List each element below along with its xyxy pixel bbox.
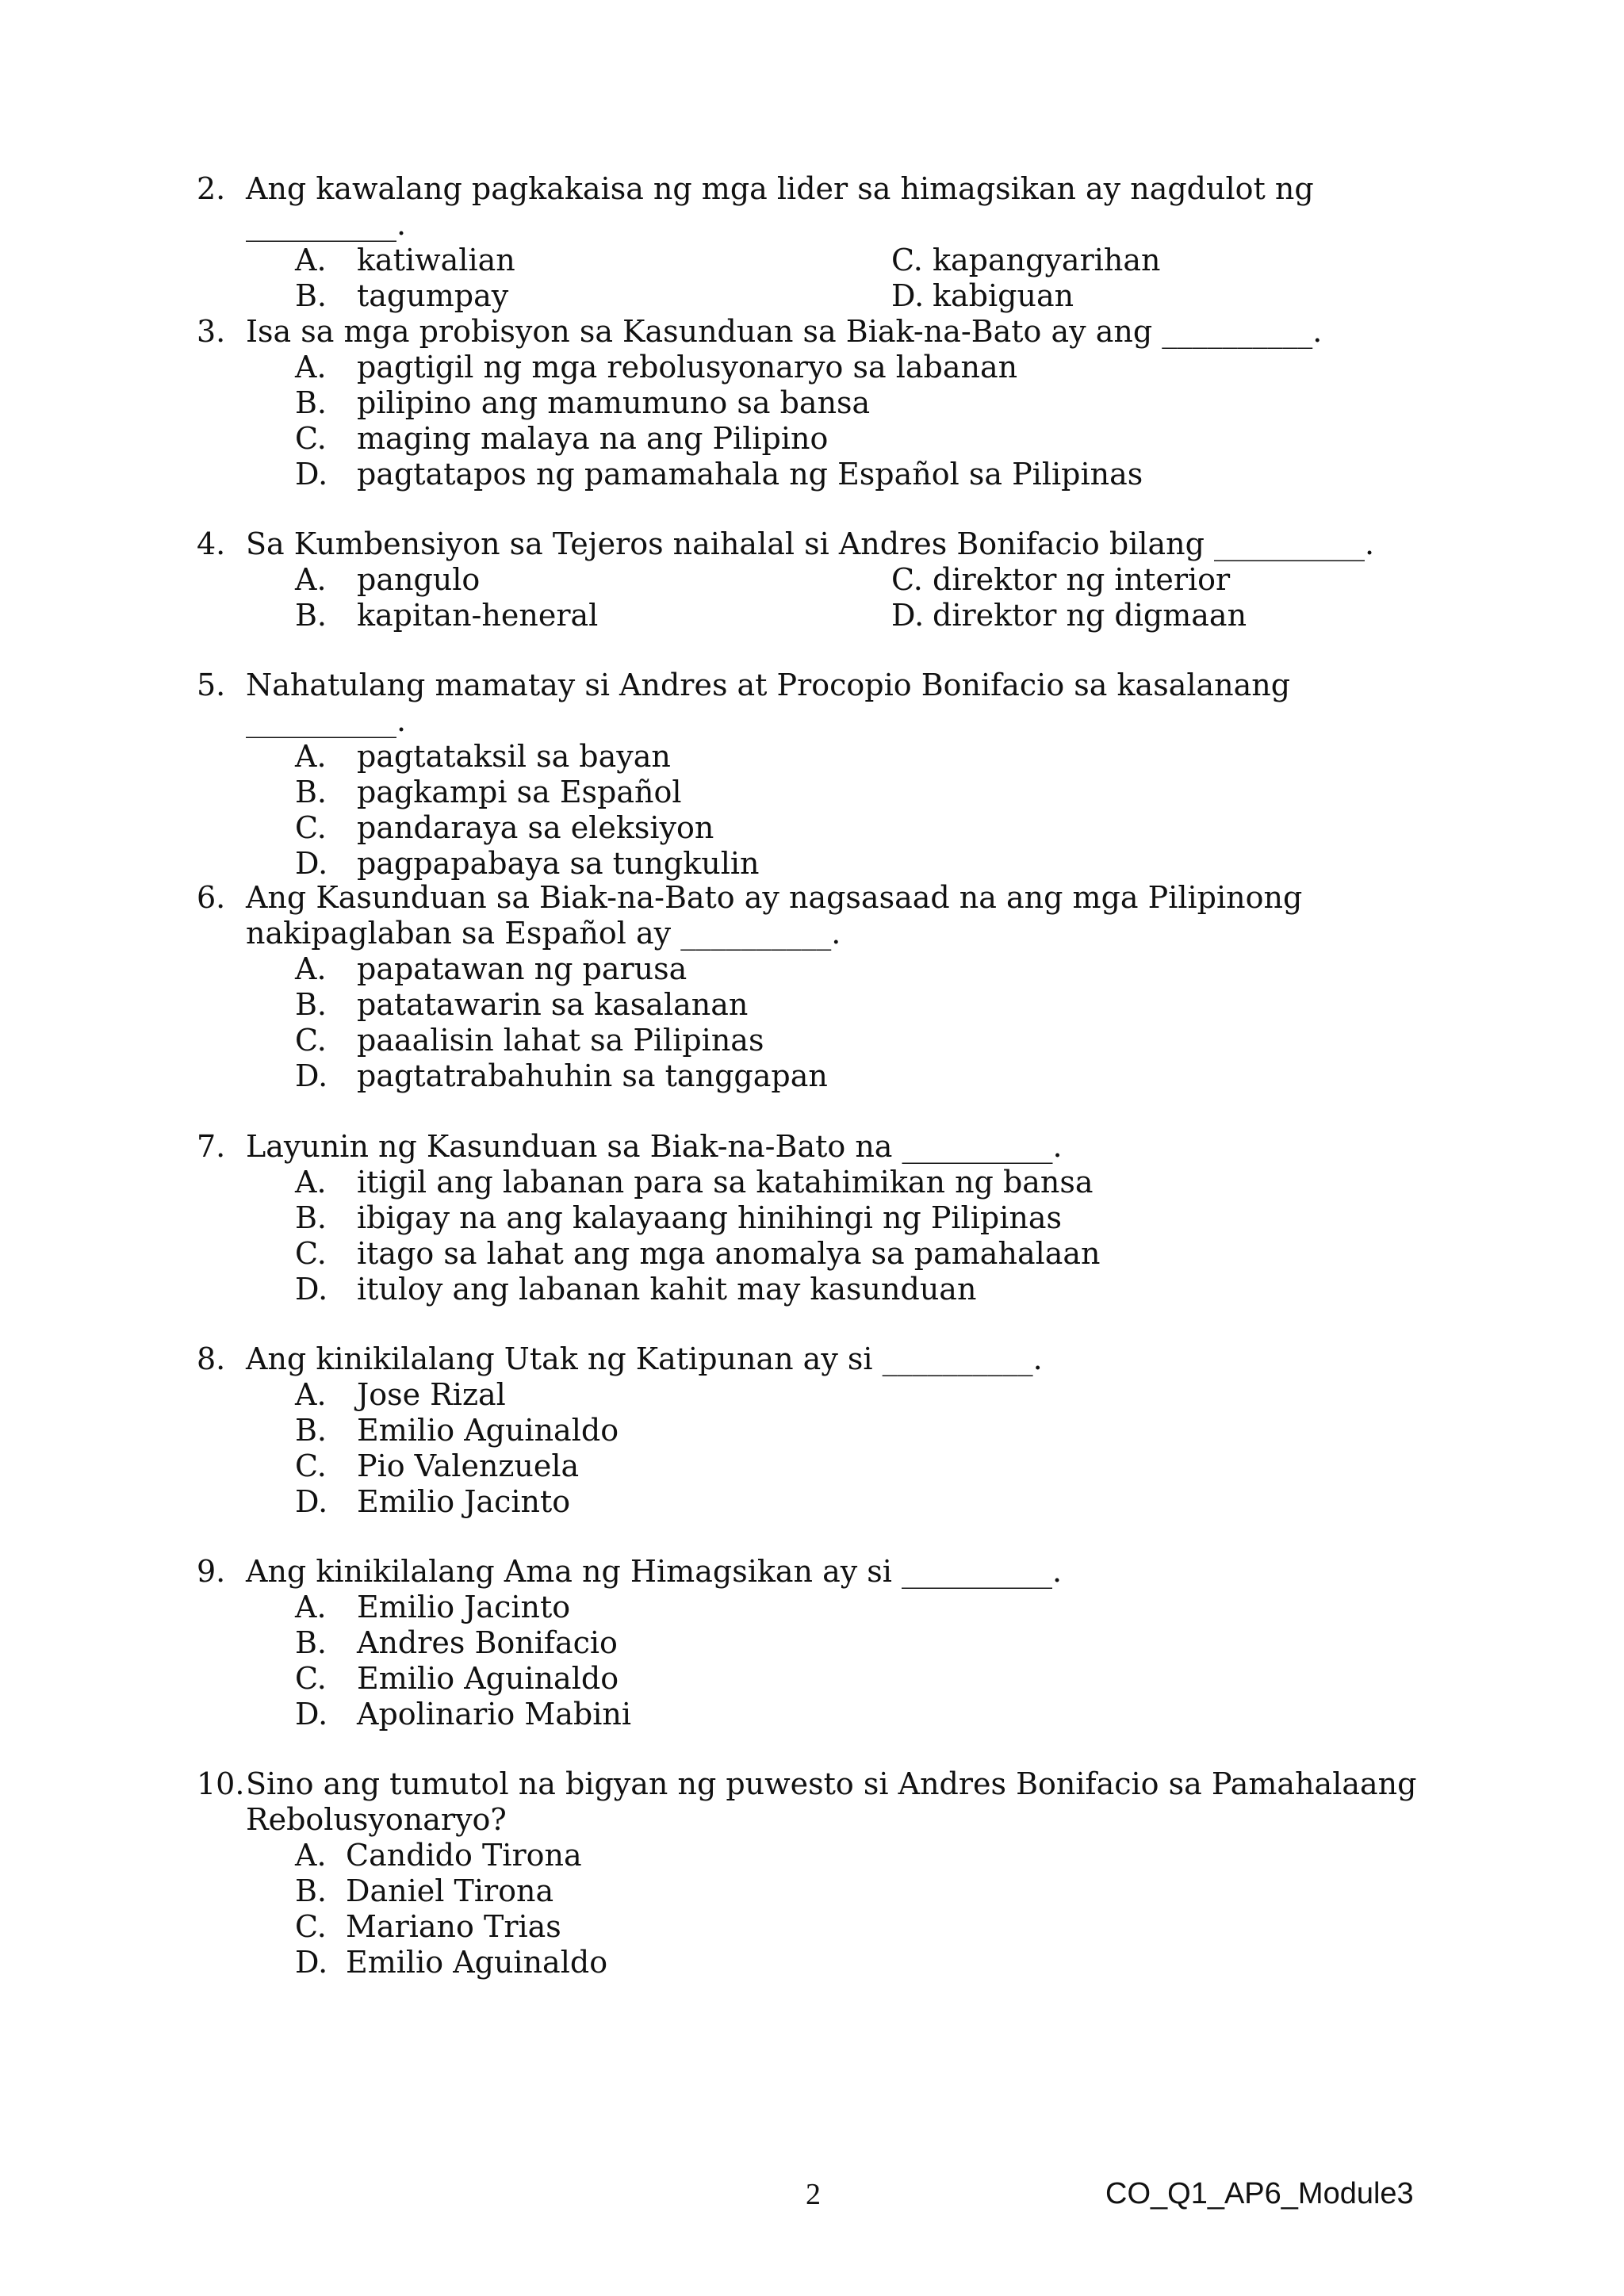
options-list <box>295 951 1445 1094</box>
question-number: 6. <box>197 880 226 915</box>
option-c <box>295 1023 1445 1058</box>
option-letter: B. <box>295 1873 327 1908</box>
option-text: pangulo <box>357 562 481 597</box>
option-letter: D. <box>295 846 328 881</box>
option-letter: B. <box>295 1413 327 1448</box>
option-text: Emilio Aguinaldo <box>357 1661 619 1696</box>
option-text: maging malaya na ang Pilipino <box>357 421 829 456</box>
option-letter: C. <box>295 421 327 456</box>
option-text: patatawarin sa kasalanan <box>357 987 749 1022</box>
question-number: 5. <box>197 668 226 702</box>
module-code: CO_Q1_AP6_Module3 <box>1105 2177 1414 2210</box>
option-d <box>891 278 1445 314</box>
option-text: Candido Tirona <box>346 1838 582 1873</box>
question-text-line-2: Rebolusyonaryo? <box>246 1802 507 1837</box>
option-b <box>295 1413 1445 1448</box>
option-letter: C. <box>295 810 327 845</box>
option-a <box>295 350 1445 385</box>
option-text: pagtigil ng mga rebolusyonaryo sa labanan <box>357 350 1018 385</box>
option-letter: C. <box>295 1448 327 1483</box>
option-text: itigil ang labanan para sa katahimikan ng bansa <box>357 1165 1094 1200</box>
option-a <box>295 1377 1445 1413</box>
option-text: direktor ng digmaan <box>933 598 1247 633</box>
option-letter: A. <box>295 243 327 277</box>
option-c <box>891 243 1445 278</box>
question-number: 2. <box>197 171 226 206</box>
option-letter: B. <box>295 278 327 313</box>
option-text: pagtatrabahuhin sa tanggapan <box>357 1058 828 1093</box>
option-a <box>295 243 891 278</box>
question-number: 10. <box>197 1766 245 1801</box>
option-text: ibigay na ang kalayaang hinihingi ng Pilipinas <box>357 1200 1062 1235</box>
question-2 <box>197 171 1445 314</box>
question-4 <box>197 526 1445 633</box>
option-text: ituloy ang labanan kahit may kasunduan <box>357 1272 977 1307</box>
question-stem <box>197 1554 1445 1590</box>
option-text: Emilio Aguinaldo <box>357 1413 619 1448</box>
option-d <box>295 1272 1445 1307</box>
question-text: Ang kinikilalang Utak ng Katipunan ay si __________. <box>246 1341 1043 1376</box>
option-letter: D. <box>295 1272 328 1307</box>
option-text: Daniel Tirona <box>346 1873 554 1908</box>
question-stem <box>197 1341 1445 1377</box>
option-b <box>295 1873 1445 1909</box>
question-text-line-1: Sino ang tumutol na bigyan ng puwesto si Andres Bonifacio sa Pamahalaang <box>246 1766 1417 1801</box>
question-stem <box>197 171 1445 243</box>
question-number: 4. <box>197 526 226 561</box>
option-d <box>295 1945 1445 1980</box>
option-d <box>295 1058 1445 1094</box>
option-a <box>295 1165 1445 1200</box>
option-c <box>295 1236 1445 1272</box>
question-7 <box>197 1129 1445 1307</box>
options-list <box>295 1377 1445 1520</box>
option-letter: D. <box>295 1945 328 1980</box>
options-grid <box>295 243 1445 314</box>
option-text: Pio Valenzuela <box>357 1448 580 1483</box>
question-text: Ang kinikilalang Ama ng Himagsikan ay si __________. <box>246 1554 1063 1589</box>
option-c <box>891 562 1445 598</box>
option-d <box>295 1697 1445 1732</box>
option-d <box>295 846 1445 882</box>
option-text: pagpapabaya sa tungkulin <box>357 846 760 881</box>
option-letter: B. <box>295 385 327 420</box>
option-b <box>295 598 891 633</box>
option-letter: C. <box>891 243 923 277</box>
option-letter: D. <box>891 278 925 313</box>
option-c <box>295 1448 1445 1484</box>
question-stem <box>197 880 1445 951</box>
option-text: kabiguan <box>933 278 1074 313</box>
question-text: Sa Kumbensiyon sa Tejeros naihalal si Andres Bonifacio bilang __________. <box>246 526 1375 561</box>
question-text-line-2: nakipaglaban sa Español ay __________. <box>246 916 841 951</box>
option-letter: D. <box>295 1484 328 1519</box>
question-number: 8. <box>197 1341 226 1376</box>
question-8 <box>197 1341 1445 1520</box>
option-a <box>295 739 1445 775</box>
options-list <box>295 350 1445 492</box>
option-b <box>295 775 1445 810</box>
option-letter: A. <box>295 350 327 385</box>
option-a <box>295 951 1445 987</box>
option-letter: C. <box>295 1909 327 1944</box>
option-letter: C. <box>891 562 923 597</box>
question-5 <box>197 668 1445 882</box>
question-number: 3. <box>197 314 226 349</box>
option-d <box>295 1484 1445 1520</box>
option-text: itago sa lahat ang mga anomalya sa pamahalaan <box>357 1236 1101 1271</box>
option-text: pandaraya sa eleksiyon <box>357 810 714 845</box>
option-letter: D. <box>891 598 925 633</box>
option-letter: C. <box>295 1661 327 1696</box>
question-10 <box>197 1766 1445 1980</box>
option-letter: A. <box>295 1838 327 1873</box>
option-text: Apolinario Mabini <box>357 1697 632 1732</box>
option-letter: B. <box>295 987 327 1022</box>
option-letter: C. <box>295 1236 327 1271</box>
option-letter: A. <box>295 951 327 986</box>
option-letter: C. <box>295 1023 327 1058</box>
question-stem <box>197 526 1445 562</box>
option-text: papatawan ng parusa <box>357 951 688 986</box>
option-d <box>295 457 1445 492</box>
option-letter: A. <box>295 1165 327 1200</box>
option-letter: A. <box>295 1377 327 1412</box>
option-text: Emilio Jacinto <box>357 1590 571 1624</box>
option-b <box>295 1200 1445 1236</box>
option-text: pagtataksil sa bayan <box>357 739 671 774</box>
option-text: Jose Rizal <box>357 1377 506 1412</box>
question-6 <box>197 880 1445 1094</box>
option-text: paaalisin lahat sa Pilipinas <box>357 1023 764 1058</box>
options-list <box>295 739 1445 882</box>
options-grid <box>295 562 1445 633</box>
option-letter: A. <box>295 739 327 774</box>
options-list <box>295 1165 1445 1307</box>
option-text: katiwalian <box>357 243 515 277</box>
option-b <box>295 278 891 314</box>
option-text: kapitan-heneral <box>357 598 599 633</box>
option-text: Andres Bonifacio <box>357 1625 618 1660</box>
option-letter: B. <box>295 1625 327 1660</box>
option-text: Emilio Jacinto <box>357 1484 571 1519</box>
option-b <box>295 987 1445 1023</box>
option-d <box>891 598 1445 633</box>
option-c <box>295 1909 1445 1945</box>
option-letter: B. <box>295 775 327 809</box>
option-a <box>295 1590 1445 1625</box>
option-letter: A. <box>295 562 327 597</box>
option-c <box>295 421 1445 457</box>
question-text: Layunin ng Kasunduan sa Biak-na-Bato na __________. <box>246 1129 1063 1164</box>
option-text: Mariano Trias <box>346 1909 561 1944</box>
option-a <box>295 562 891 598</box>
page-number: 2 <box>806 2178 821 2211</box>
options-list <box>295 1590 1445 1732</box>
question-stem <box>197 1129 1445 1165</box>
question-stem <box>197 1766 1445 1838</box>
options-list <box>295 1838 1445 1980</box>
option-text: Emilio Aguinaldo <box>346 1945 608 1980</box>
option-text: tagumpay <box>357 278 509 313</box>
question-text: Ang kawalang pagkakaisa ng mga lider sa himagsikan ay nagdulot ng __________. <box>246 171 1314 242</box>
question-text-line-1: Ang Kasunduan sa Biak-na-Bato ay nagsasaad na ang mga Pilipinong <box>246 880 1303 915</box>
option-letter: B. <box>295 1200 327 1235</box>
option-text: direktor ng interior <box>933 562 1231 597</box>
option-letter: D. <box>295 1697 328 1732</box>
option-b <box>295 1625 1445 1661</box>
option-a <box>295 1838 1445 1873</box>
option-text: pagkampi sa Español <box>357 775 682 809</box>
option-text: pagtatapos ng pamamahala ng Español sa Pilipinas <box>357 457 1143 492</box>
question-3 <box>197 314 1445 492</box>
option-letter: D. <box>295 1058 328 1093</box>
option-c <box>295 810 1445 846</box>
question-text: Nahatulang mamatay si Andres at Procopio Bonifacio sa kasalanang __________. <box>246 668 1291 738</box>
option-text: pilipino ang mamumuno sa bansa <box>357 385 871 420</box>
question-9 <box>197 1554 1445 1732</box>
question-text: Isa sa mga probisyon sa Kasunduan sa Biak-na-Bato ay ang __________. <box>246 314 1323 349</box>
option-letter: B. <box>295 598 327 633</box>
option-c <box>295 1661 1445 1697</box>
option-letter: A. <box>295 1590 327 1624</box>
question-number: 7. <box>197 1129 226 1164</box>
option-letter: D. <box>295 457 328 492</box>
question-stem <box>197 314 1445 350</box>
question-number: 9. <box>197 1554 226 1589</box>
option-text: kapangyarihan <box>933 243 1161 277</box>
question-stem <box>197 668 1445 739</box>
option-b <box>295 385 1445 421</box>
